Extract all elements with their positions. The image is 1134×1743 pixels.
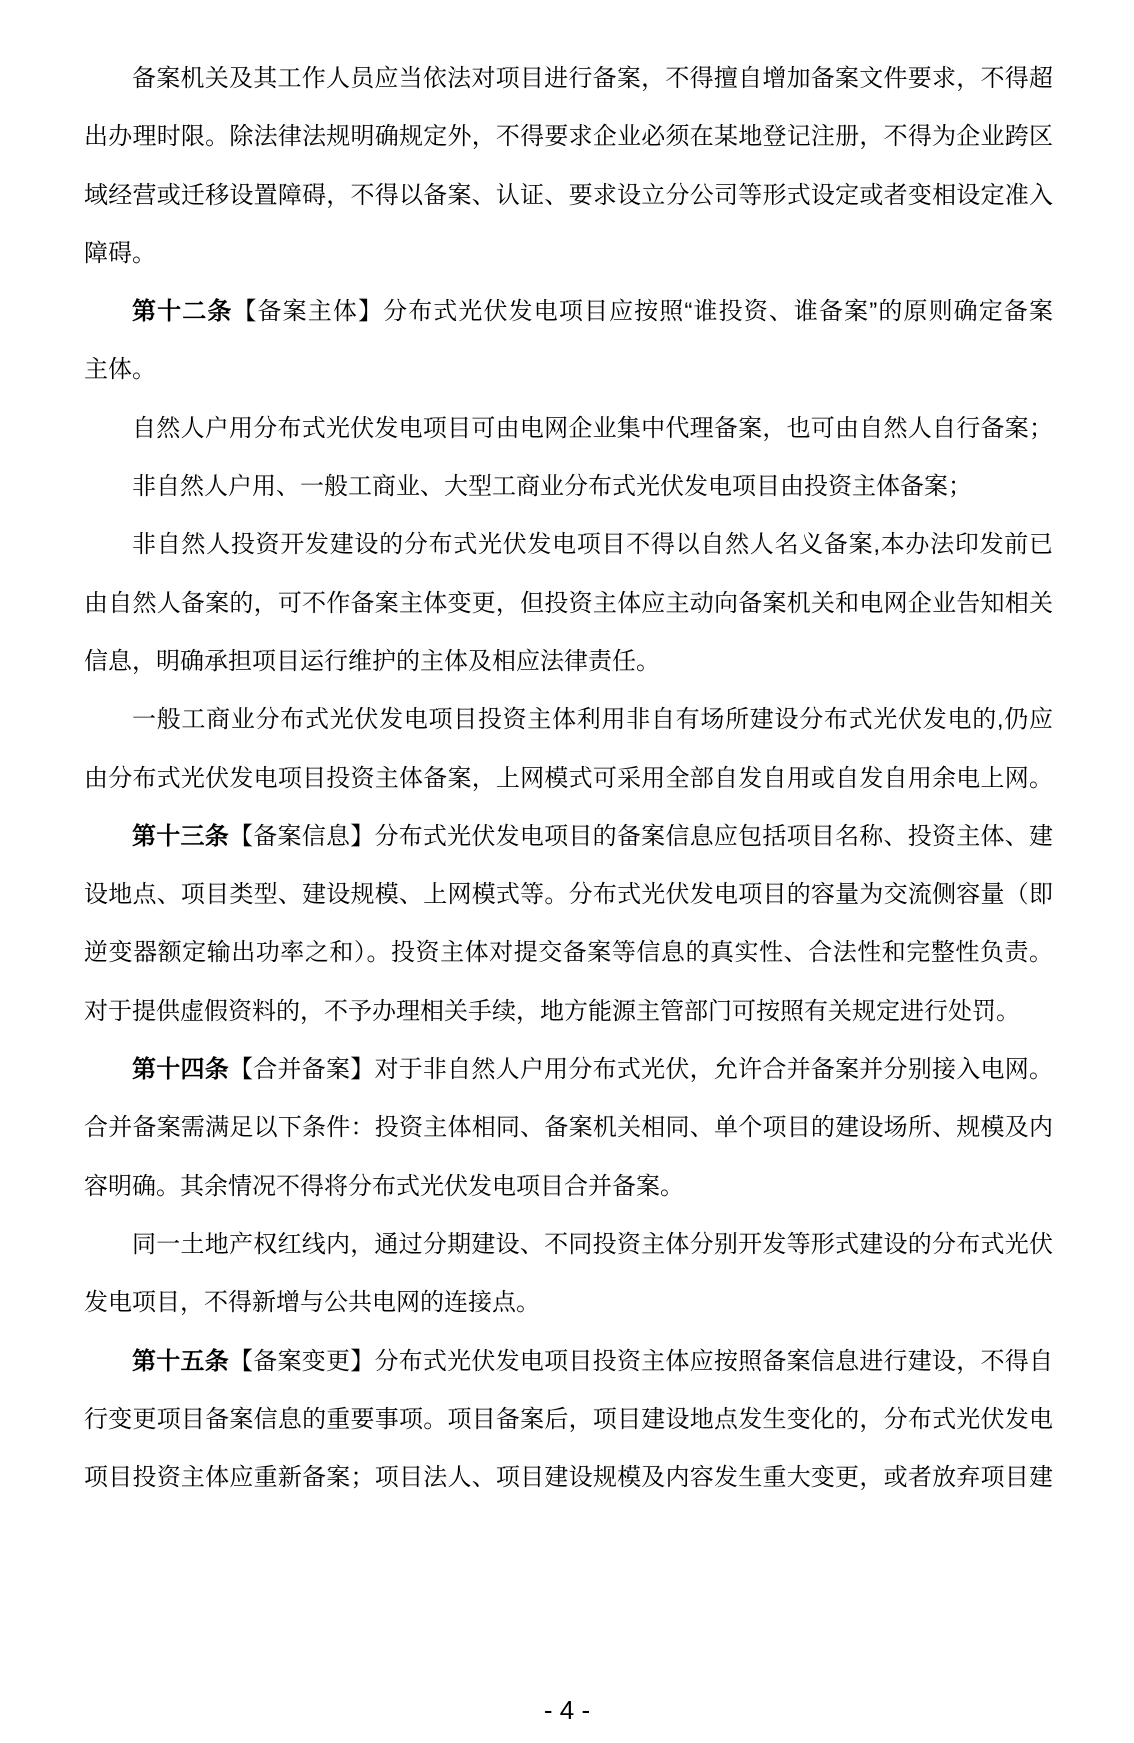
- text-line: [84, 1041, 1053, 1099]
- article-paragraph: [84, 283, 1053, 400]
- text-line: 行变更项目备案信息的重要事项。项目备案后，项目建设地点发生变化的，分布式光伏发电: [84, 1405, 1053, 1433]
- paragraph: [84, 458, 1053, 516]
- article-text: 【备案信息】分布式光伏发电项目的备案信息应包括项目名称、投资主体、建: [228, 822, 1053, 850]
- text-line: 出办理时限。除法律法规明确规定外，不得要求企业必须在某地登记注册，不得为企业跨区: [84, 123, 1053, 151]
- text-line: 项目投资主体应重新备案；项目法人、项目建设规模及内容发生重大变更，或者放弃项目建: [84, 1464, 1053, 1492]
- paragraph: [84, 400, 1053, 458]
- text-line: [84, 283, 1053, 341]
- document-body: [84, 50, 1053, 1507]
- article-paragraph: [84, 1041, 1053, 1216]
- text-line: 域经营或迁移设置障碍，不得以备案、认证、要求设立分公司等形式设定或者变相设定准入: [84, 181, 1053, 209]
- text-line: 障碍。: [84, 239, 156, 267]
- text-line: 一般工商业分布式光伏发电项目投资主体利用非自有场所建设分布式光伏发电的,仍应: [132, 706, 1053, 734]
- text-line: 逆变器额定输出功率之和）。投资主体对提交备案等信息的真实性、合法性和完整性负责。: [84, 939, 1053, 967]
- page-number: - 4 -: [543, 1695, 591, 1725]
- text-line: 自然人户用分布式光伏发电项目可由电网企业集中代理备案，也可由自然人自行备案；: [132, 414, 1053, 442]
- text-line: 非自然人户用、一般工商业、大型工商业分布式光伏发电项目由投资主体备案；: [132, 473, 972, 501]
- text-line: 信息，明确承担项目运行维护的主体及相应法律责任。: [84, 647, 660, 675]
- text-line: 容明确。其余情况不得将分布式光伏发电项目合并备案。: [84, 1172, 684, 1200]
- text-line: [84, 1333, 1053, 1391]
- page-footer: [0, 1693, 1134, 1727]
- text-line: 同一土地产权红线内，通过分期建设、不同投资主体分别开发等形式建设的分布式光伏: [132, 1230, 1053, 1258]
- paragraph: [84, 50, 1053, 283]
- paragraph: [84, 1216, 1053, 1333]
- text-line: 合并备案需满足以下条件：投资主体相同、备案机关相同、单个项目的建设场所、规模及内: [84, 1114, 1053, 1142]
- text-line: 备案机关及其工作人员应当依法对项目进行备案，不得擅自增加备案文件要求，不得超: [132, 65, 1053, 92]
- article-text: 【备案变更】分布式光伏发电项目投资主体应按照备案信息进行建设，不得自: [228, 1347, 1053, 1375]
- text-line: 由自然人备案的，可不作备案主体变更，但投资主体应主动向备案机关和电网企业告知相关: [84, 589, 1053, 617]
- article-number: 第十五条: [132, 1347, 229, 1375]
- text-line: 发电项目，不得新增与公共电网的连接点。: [84, 1289, 540, 1317]
- article-paragraph: [84, 1333, 1053, 1508]
- article-number: 第十二条: [132, 298, 233, 326]
- article-text: 【备案主体】分布式光伏发电项目应按照“谁投资、谁备案”的原则确定备案: [232, 298, 1053, 326]
- text-line: 非自然人投资开发建设的分布式光伏发电项目不得以自然人名义备案,本办法印发前已: [132, 531, 1053, 559]
- text-line: 主体。: [84, 356, 156, 384]
- paragraph: [84, 516, 1053, 691]
- text-line: 对于提供虚假资料的，不予办理相关手续，地方能源主管部门可按照有关规定进行处罚。: [84, 997, 1020, 1025]
- text-line: [84, 808, 1053, 866]
- text-line: 设地点、项目类型、建设规模、上网模式等。分布式光伏发电项目的容量为交流侧容量（即: [84, 881, 1053, 909]
- paragraph: [84, 691, 1053, 808]
- text-line: 由分布式光伏发电项目投资主体备案，上网模式可采用全部自发自用或自发自用余电上网。: [84, 764, 1053, 792]
- article-paragraph: [84, 808, 1053, 1041]
- article-text: 【合并备案】对于非自然人户用分布式光伏，允许合并备案并分别接入电网。: [228, 1056, 1053, 1084]
- article-number: 第十三条: [132, 822, 229, 850]
- article-number: 第十四条: [132, 1056, 229, 1084]
